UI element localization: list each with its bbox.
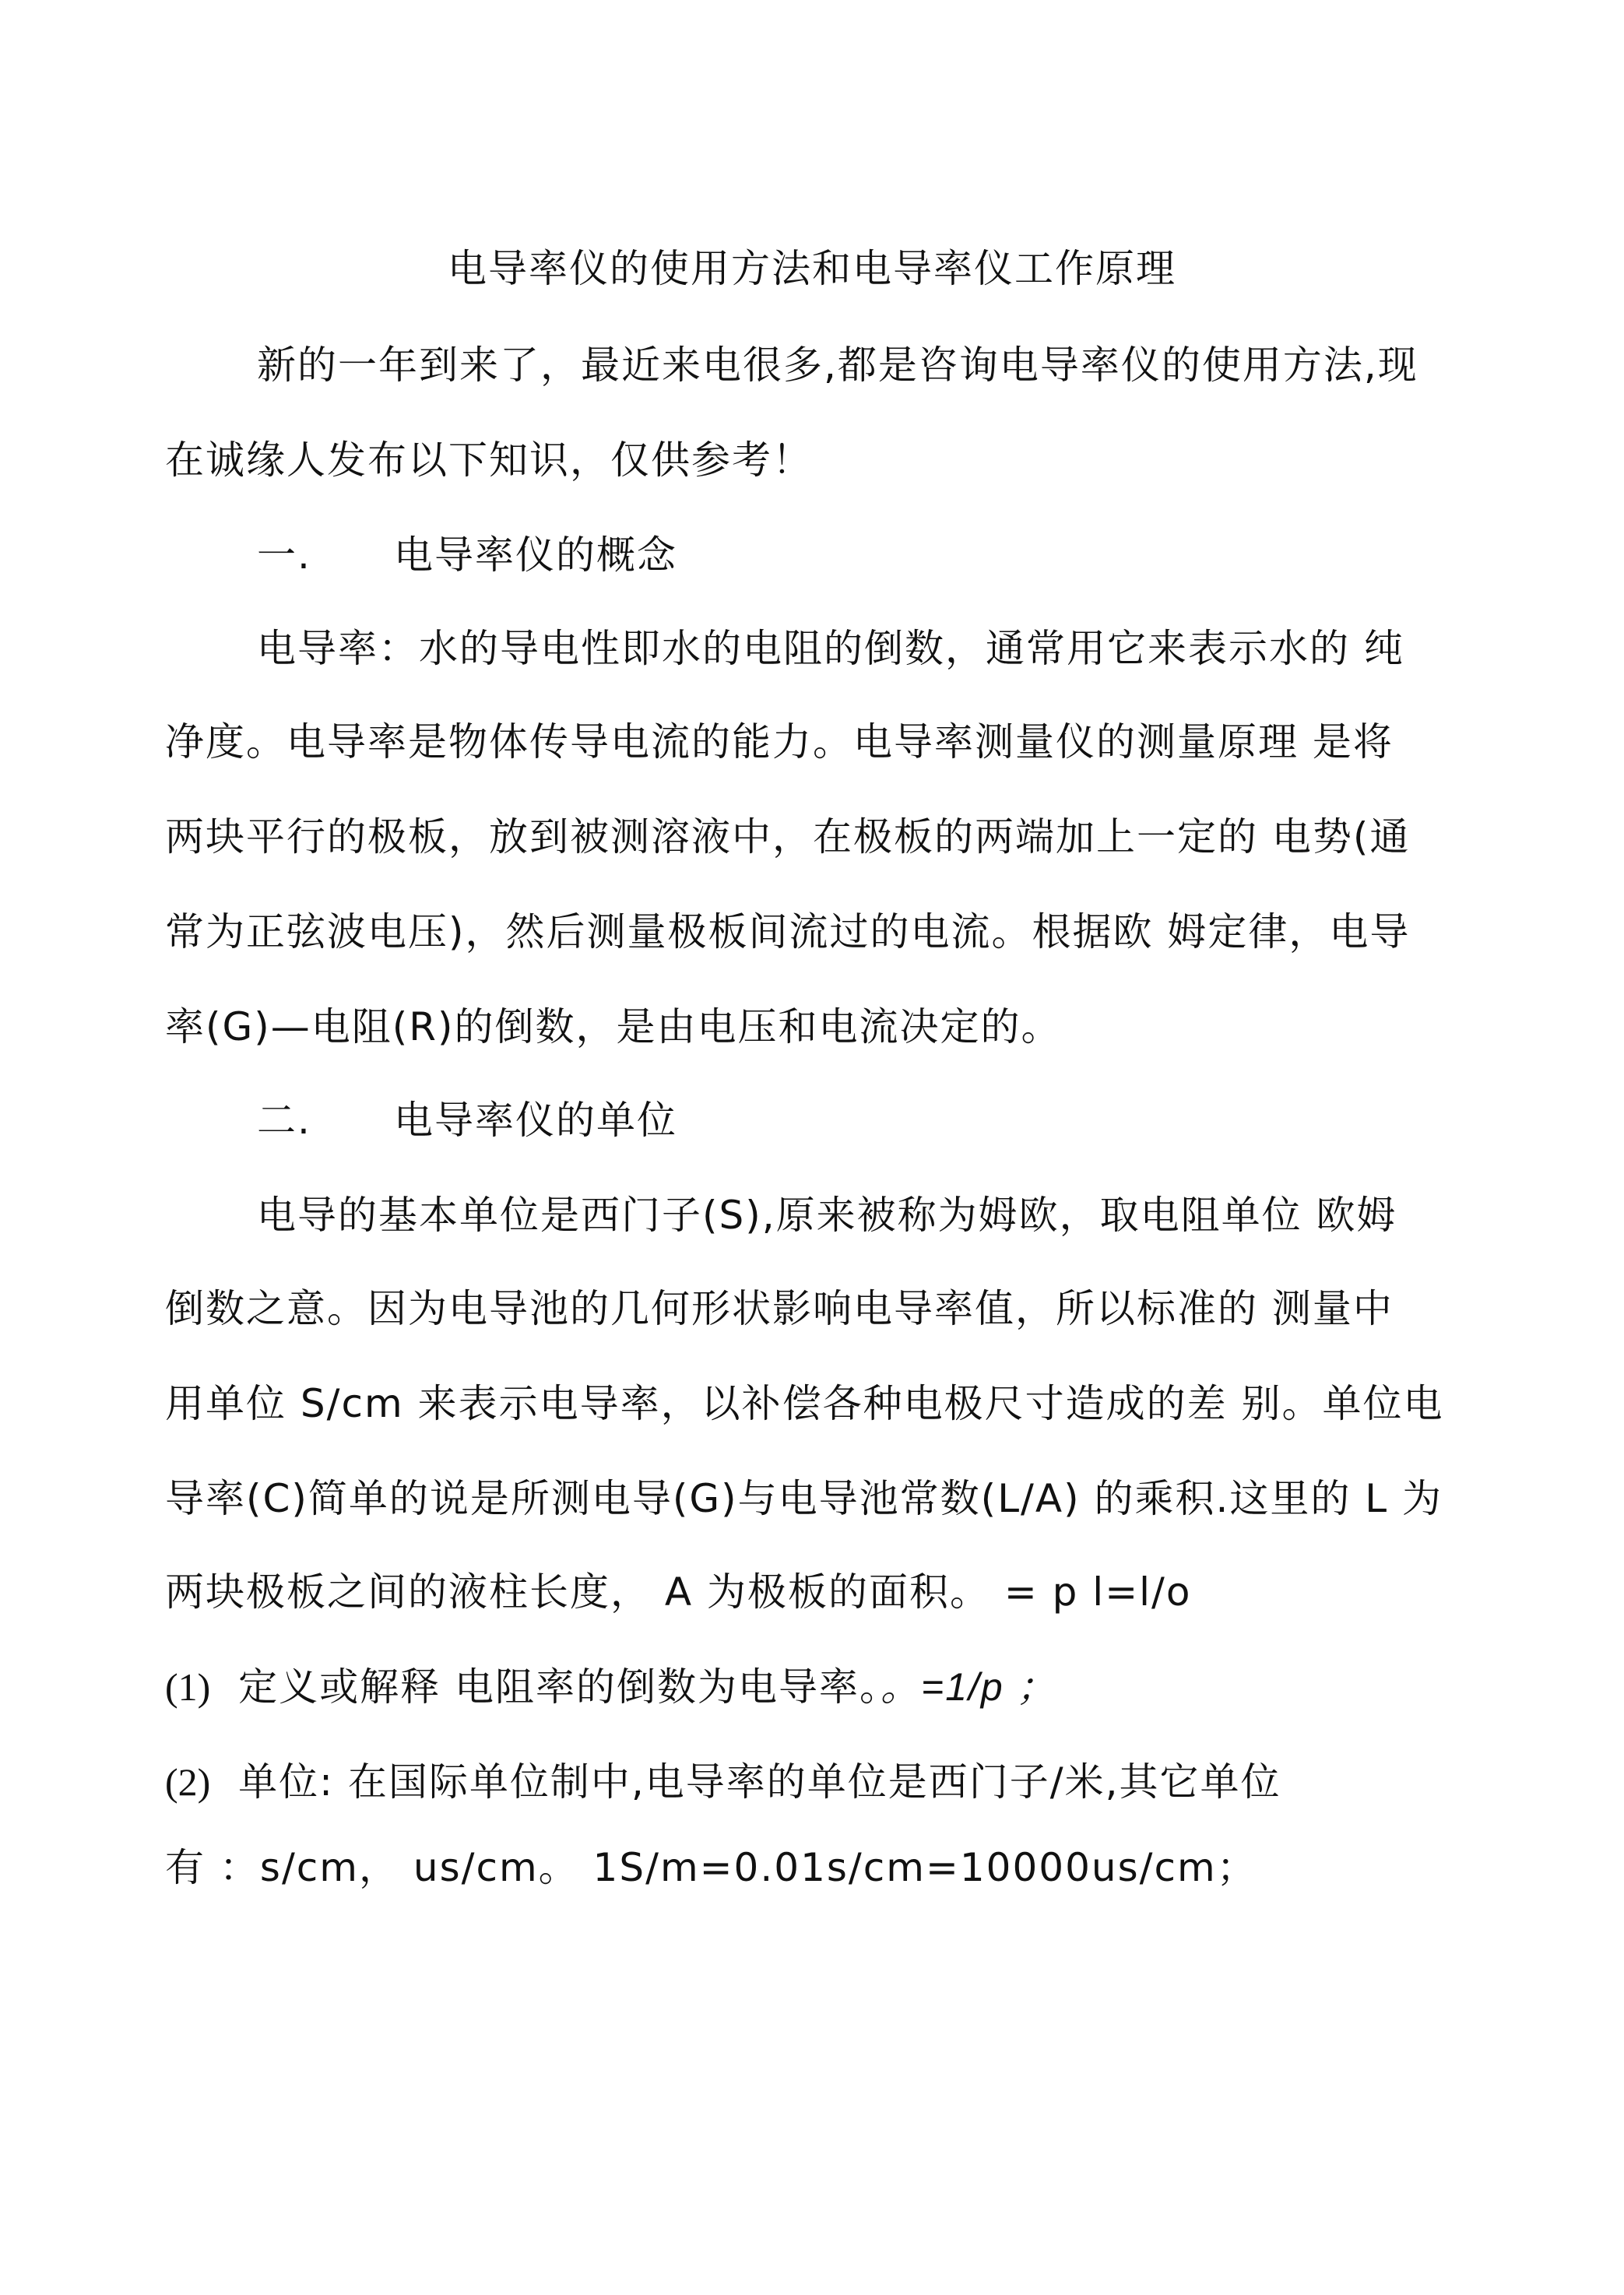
item-2 — [165, 1759, 1465, 1805]
intro-line-1: 新的一年到来了，最近来电很多,都是咨询电导率仪的使用方法,现 — [257, 343, 1418, 388]
item-1-number: (1) — [165, 1665, 211, 1709]
intro-line-2: 在诚缘人发布以下知识，仅供参考！ — [165, 438, 813, 483]
section-2-heading — [257, 1098, 1464, 1143]
section-1-line-5: 率(G)—电阻(R)的倒数，是由电压和电流决定的。 — [165, 1004, 1062, 1049]
section-2-line-4: 导率(C)简单的说是所测电导(G)与电导池常数(L/A) 的乘积.这里的 L 为 — [165, 1476, 1443, 1521]
section-1-line-1: 电导率：水的导电性即水的电阻的倒数，通常用它来表示水的 纯 — [257, 626, 1404, 671]
section-2-line-1: 电导的基本单位是西门子(S),原来被称为姆欧，取电阻单位 欧姆 — [257, 1193, 1397, 1238]
section-2-line-3: 用单位 S/cm 来表示电导率，以补偿各种电极尺寸造成的差 别。单位电 — [165, 1381, 1444, 1426]
item-1 — [165, 1664, 1465, 1710]
section-2-title: 电导率仪的单位 — [394, 1098, 677, 1143]
item-1-text: 定义或解释 电阻率的倒数为电导率。 — [238, 1664, 881, 1710]
item-1-formula: 。=1/p ； — [881, 1665, 1057, 1709]
item-2-continuation: 有 ：s/cm， us/cm。 1S/m=0.01s/cm=10000us/cm； — [165, 1845, 1257, 1890]
item-2-text: 单位: 在国际单位制中,电导率的单位是西门子/米,其它单位 — [238, 1759, 1281, 1805]
section-1-number: 一. — [257, 532, 311, 578]
section-1-title: 电导率仪的概念 — [394, 532, 677, 578]
section-2-line-5: 两块极板之间的液柱长度， A 为极板的面积。 = p l=l/o — [165, 1569, 1192, 1615]
section-1-line-3: 两块平行的极板，放到被测溶液中，在极板的两端加上一定的 电势(通 — [165, 814, 1411, 859]
section-2-line-2: 倒数之意。因为电导池的几何形状影响电导率值，所以标准的 测量中 — [165, 1286, 1394, 1331]
page-title: 电导率仪的使用方法和电导率仪工作原理 — [448, 246, 1176, 291]
item-2-number: (2) — [165, 1760, 211, 1804]
section-1-line-4: 常为正弦波电压)，然后测量极板间流过的电流。根据欧 姆定律，电导 — [165, 909, 1411, 954]
section-2-number: 二. — [257, 1098, 311, 1143]
section-1-heading — [257, 532, 1464, 578]
section-1-line-2: 净度。电导率是物体传导电流的能力。电导率测量仪的测量原理 是将 — [165, 719, 1394, 764]
